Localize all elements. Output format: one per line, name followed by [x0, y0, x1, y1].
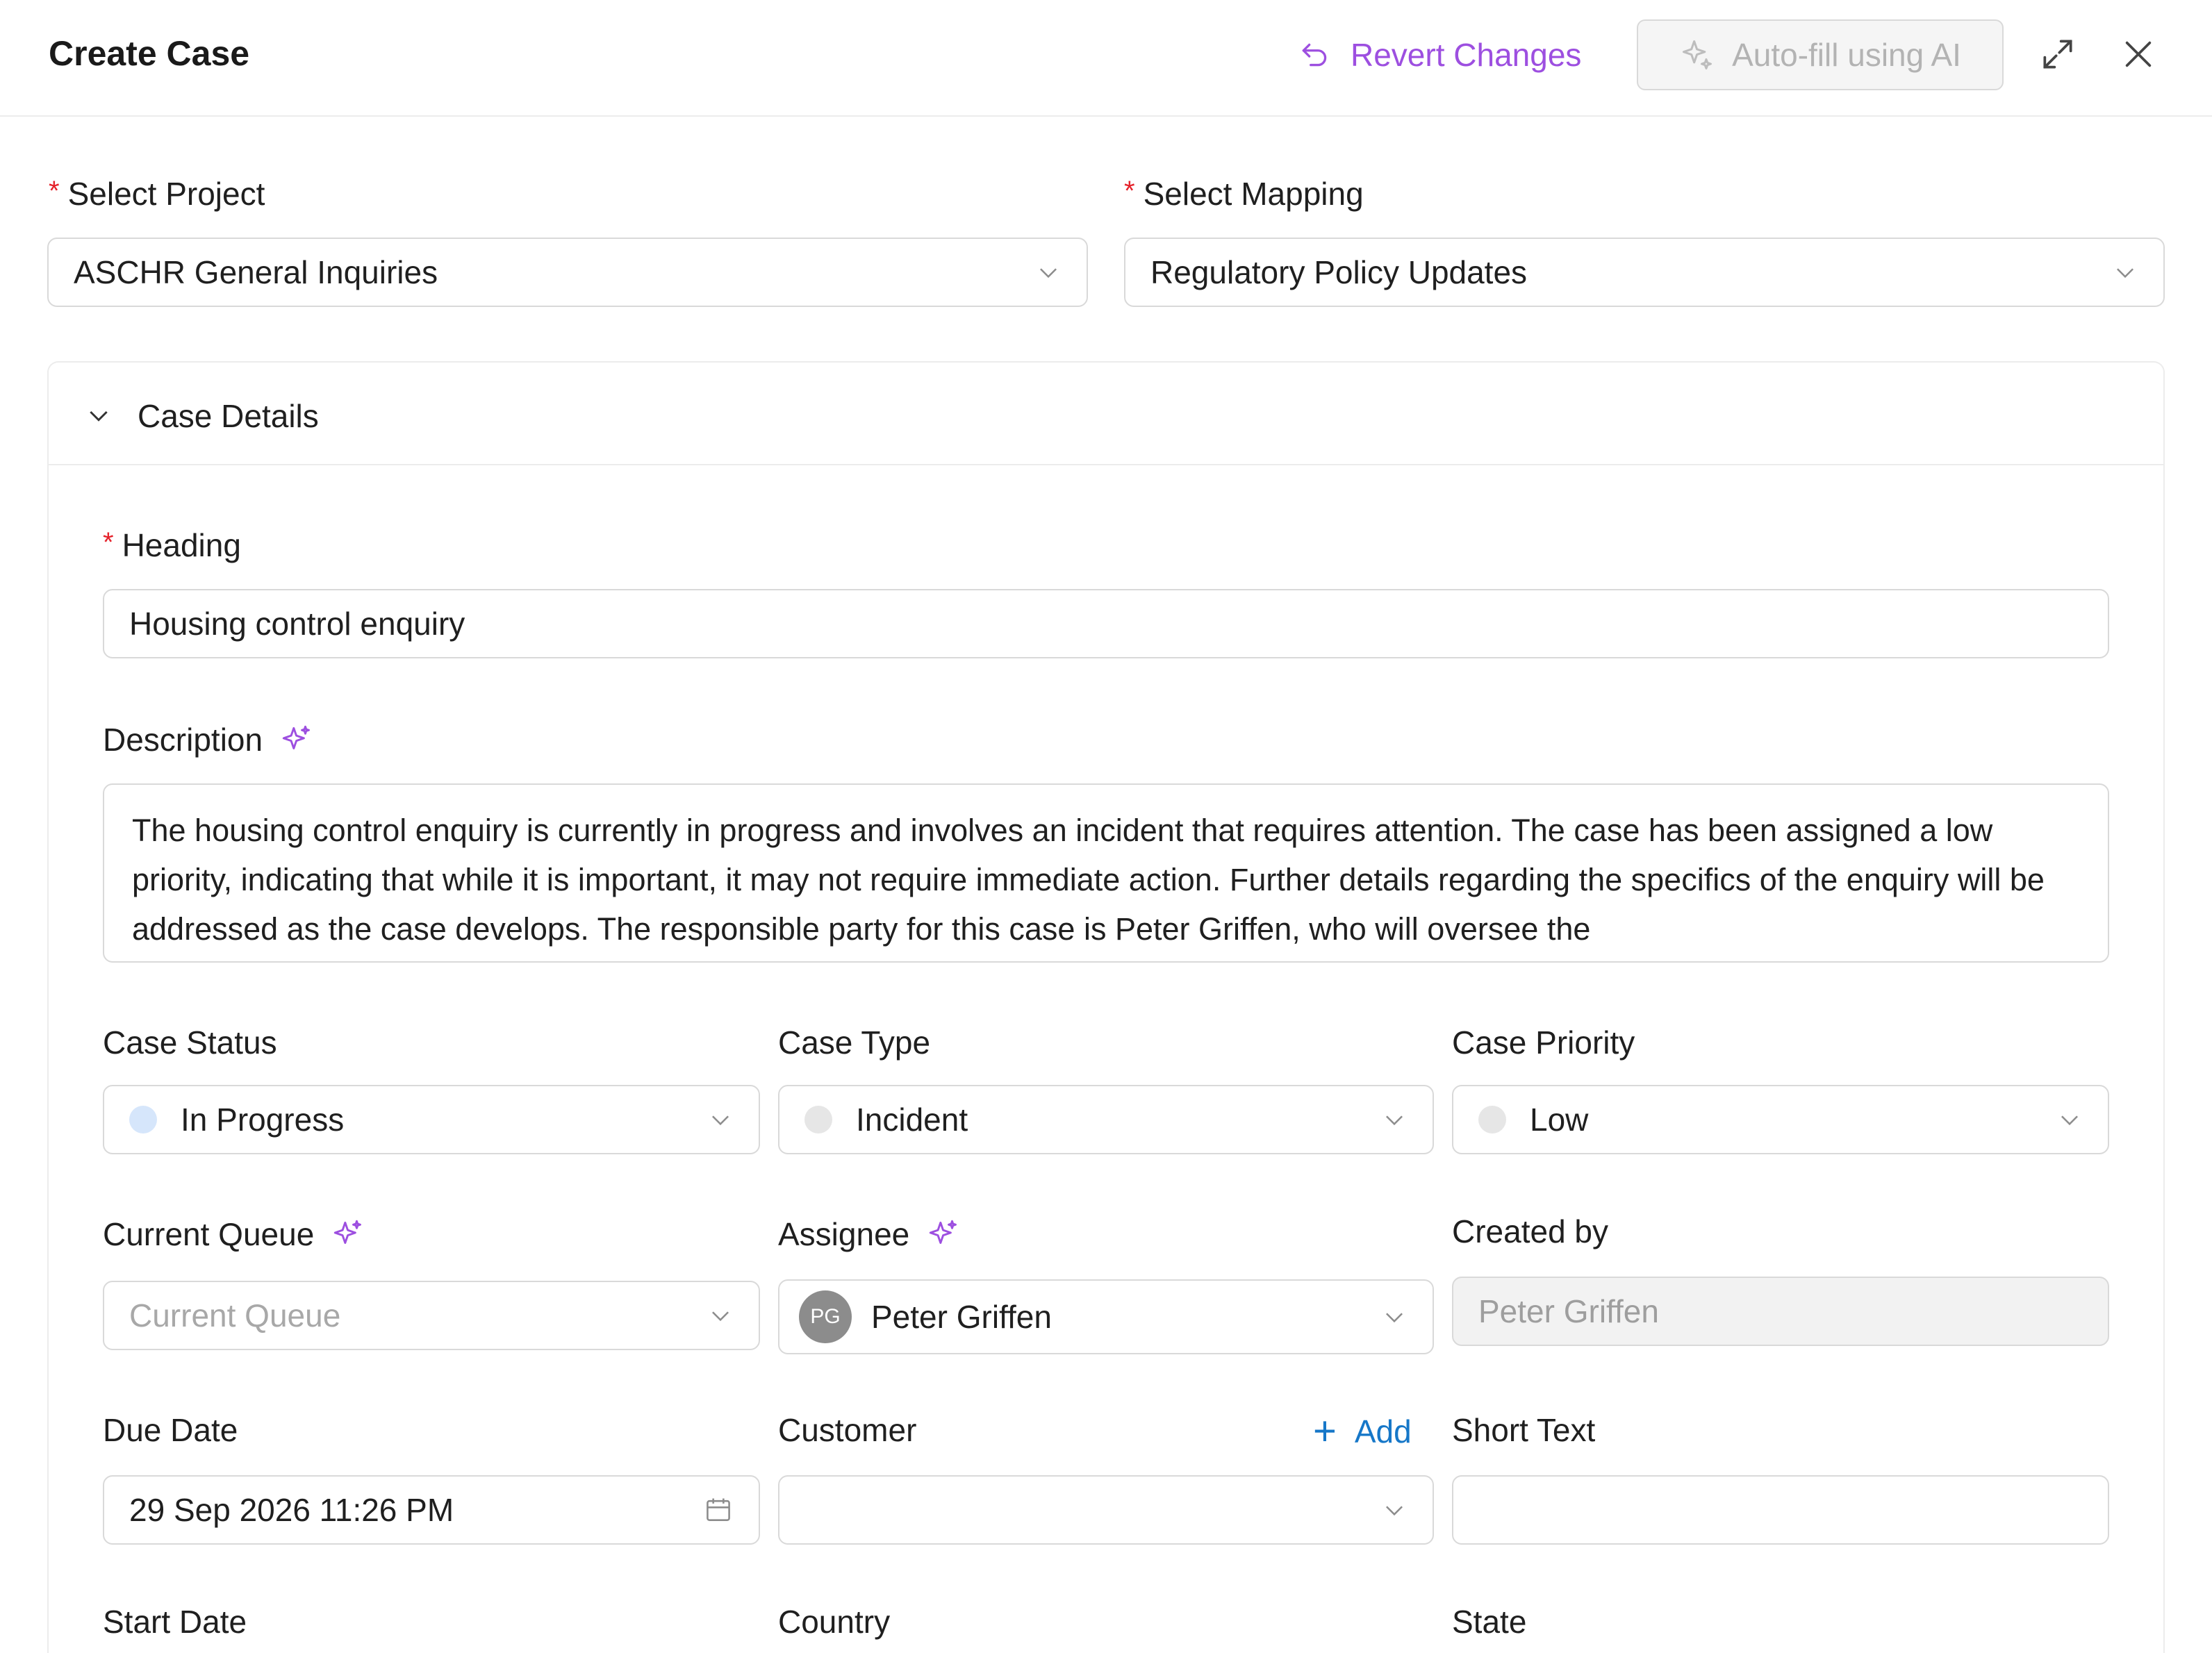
required-marker: *: [103, 526, 114, 558]
sparkle-icon: [1679, 37, 1715, 73]
case-details-header[interactable]: [49, 363, 2163, 465]
case-details-panel: [47, 361, 2165, 1653]
due-date-picker[interactable]: [103, 1475, 760, 1545]
customer-label: Customer: [778, 1412, 917, 1448]
revert-changes-button[interactable]: [1298, 32, 1581, 78]
chevron-down-icon: [1381, 1497, 1408, 1523]
assignee-value: Peter Griffen: [871, 1299, 1052, 1335]
current-queue-label-text: Current Queue: [103, 1216, 315, 1252]
chevron-down-icon: [1381, 1106, 1408, 1133]
select-project-dropdown[interactable]: [47, 238, 1088, 307]
plus-icon: +: [1313, 1409, 1337, 1454]
ai-sparkle-icon[interactable]: [279, 722, 314, 757]
case-status-label: Case Status: [103, 1024, 277, 1061]
avatar: PG: [799, 1290, 852, 1343]
heading-label-text: Heading: [122, 527, 241, 563]
short-text-input[interactable]: [1452, 1475, 2109, 1545]
add-customer-button[interactable]: [1313, 1411, 1412, 1452]
auto-fill-ai-button[interactable]: [1637, 19, 2004, 90]
heading-value: Housing control enquiry: [129, 606, 465, 642]
select-mapping-label-text: Select Mapping: [1143, 176, 1364, 212]
description-label: [103, 721, 314, 758]
chevron-down-icon: [707, 1106, 734, 1133]
case-details-title: Case Details: [138, 398, 319, 434]
case-type-label: Case Type: [778, 1024, 931, 1061]
due-date-value: 29 Sep 2026 11:26 PM: [129, 1492, 454, 1528]
select-mapping-value: Regulatory Policy Updates: [1150, 254, 1528, 290]
expand-icon[interactable]: [2038, 35, 2077, 74]
heading-label: [103, 526, 241, 564]
required-marker: *: [49, 175, 60, 206]
case-priority-dropdown[interactable]: [1452, 1085, 2109, 1154]
type-dot: [804, 1106, 832, 1133]
created-by-value: Peter Griffen: [1478, 1293, 1659, 1329]
required-marker: *: [1124, 175, 1135, 206]
created-by-label: Created by: [1452, 1213, 1609, 1249]
calendar-icon[interactable]: [703, 1495, 734, 1525]
select-project-value: ASCHR General Inquiries: [74, 254, 438, 290]
short-text-label: Short Text: [1452, 1412, 1596, 1448]
start-date-label: Start Date: [103, 1604, 247, 1640]
auto-fill-ai-label: Auto-fill using AI: [1732, 37, 1961, 73]
customer-dropdown[interactable]: [778, 1475, 1434, 1545]
select-project-label-text: Select Project: [67, 176, 265, 212]
case-priority-label: Case Priority: [1452, 1024, 1635, 1061]
current-queue-placeholder: Current Queue: [129, 1297, 341, 1334]
chevron-down-icon: [2112, 259, 2138, 285]
chevron-down-icon: [1035, 259, 1062, 285]
select-mapping-dropdown[interactable]: [1124, 238, 2165, 307]
description-value: The housing control enquiry is currently in progress and involves an incident that requires attention. The case has been assigned a low priority, indicating that while it is important, it may not require immediate action. Further details regarding the specifics of the enquiry will be addressed as the case develops. The responsible party for this case is Peter Griffen, who will oversee the: [132, 813, 2045, 947]
case-status-value: In Progress: [181, 1102, 345, 1138]
current-queue-dropdown[interactable]: [103, 1281, 760, 1350]
case-status-dropdown[interactable]: [103, 1085, 760, 1154]
select-project-label: [49, 175, 265, 213]
description-textarea[interactable]: [103, 783, 2109, 963]
chevron-down-icon: [707, 1302, 734, 1329]
case-type-dropdown[interactable]: [778, 1085, 1434, 1154]
created-by-field: [1452, 1277, 2109, 1346]
assignee-label: [778, 1215, 961, 1253]
close-icon[interactable]: [2119, 35, 2158, 74]
add-customer-label: Add: [1354, 1413, 1412, 1450]
undo-icon: [1298, 38, 1332, 72]
chevron-down-icon[interactable]: [85, 401, 113, 429]
ai-sparkle-icon[interactable]: [331, 1217, 365, 1252]
select-mapping-label: [1124, 175, 1364, 213]
state-label: State: [1452, 1604, 1527, 1640]
chevron-down-icon: [1381, 1304, 1408, 1330]
page-title: Create Case: [49, 34, 250, 73]
description-label-text: Description: [103, 722, 263, 758]
assignee-label-text: Assignee: [778, 1216, 910, 1252]
assignee-dropdown[interactable]: [778, 1279, 1434, 1354]
current-queue-label: [103, 1215, 365, 1253]
country-label: Country: [778, 1604, 891, 1640]
ai-sparkle-icon[interactable]: [926, 1217, 961, 1252]
modal-header: [0, 0, 2212, 117]
due-date-label: Due Date: [103, 1412, 238, 1448]
revert-changes-label: Revert Changes: [1351, 37, 1582, 73]
case-priority-value: Low: [1530, 1102, 1589, 1138]
case-type-value: Incident: [856, 1102, 968, 1138]
chevron-down-icon: [2056, 1106, 2083, 1133]
priority-dot: [1478, 1106, 1506, 1133]
heading-input[interactable]: [103, 589, 2109, 658]
status-dot: [129, 1106, 157, 1133]
